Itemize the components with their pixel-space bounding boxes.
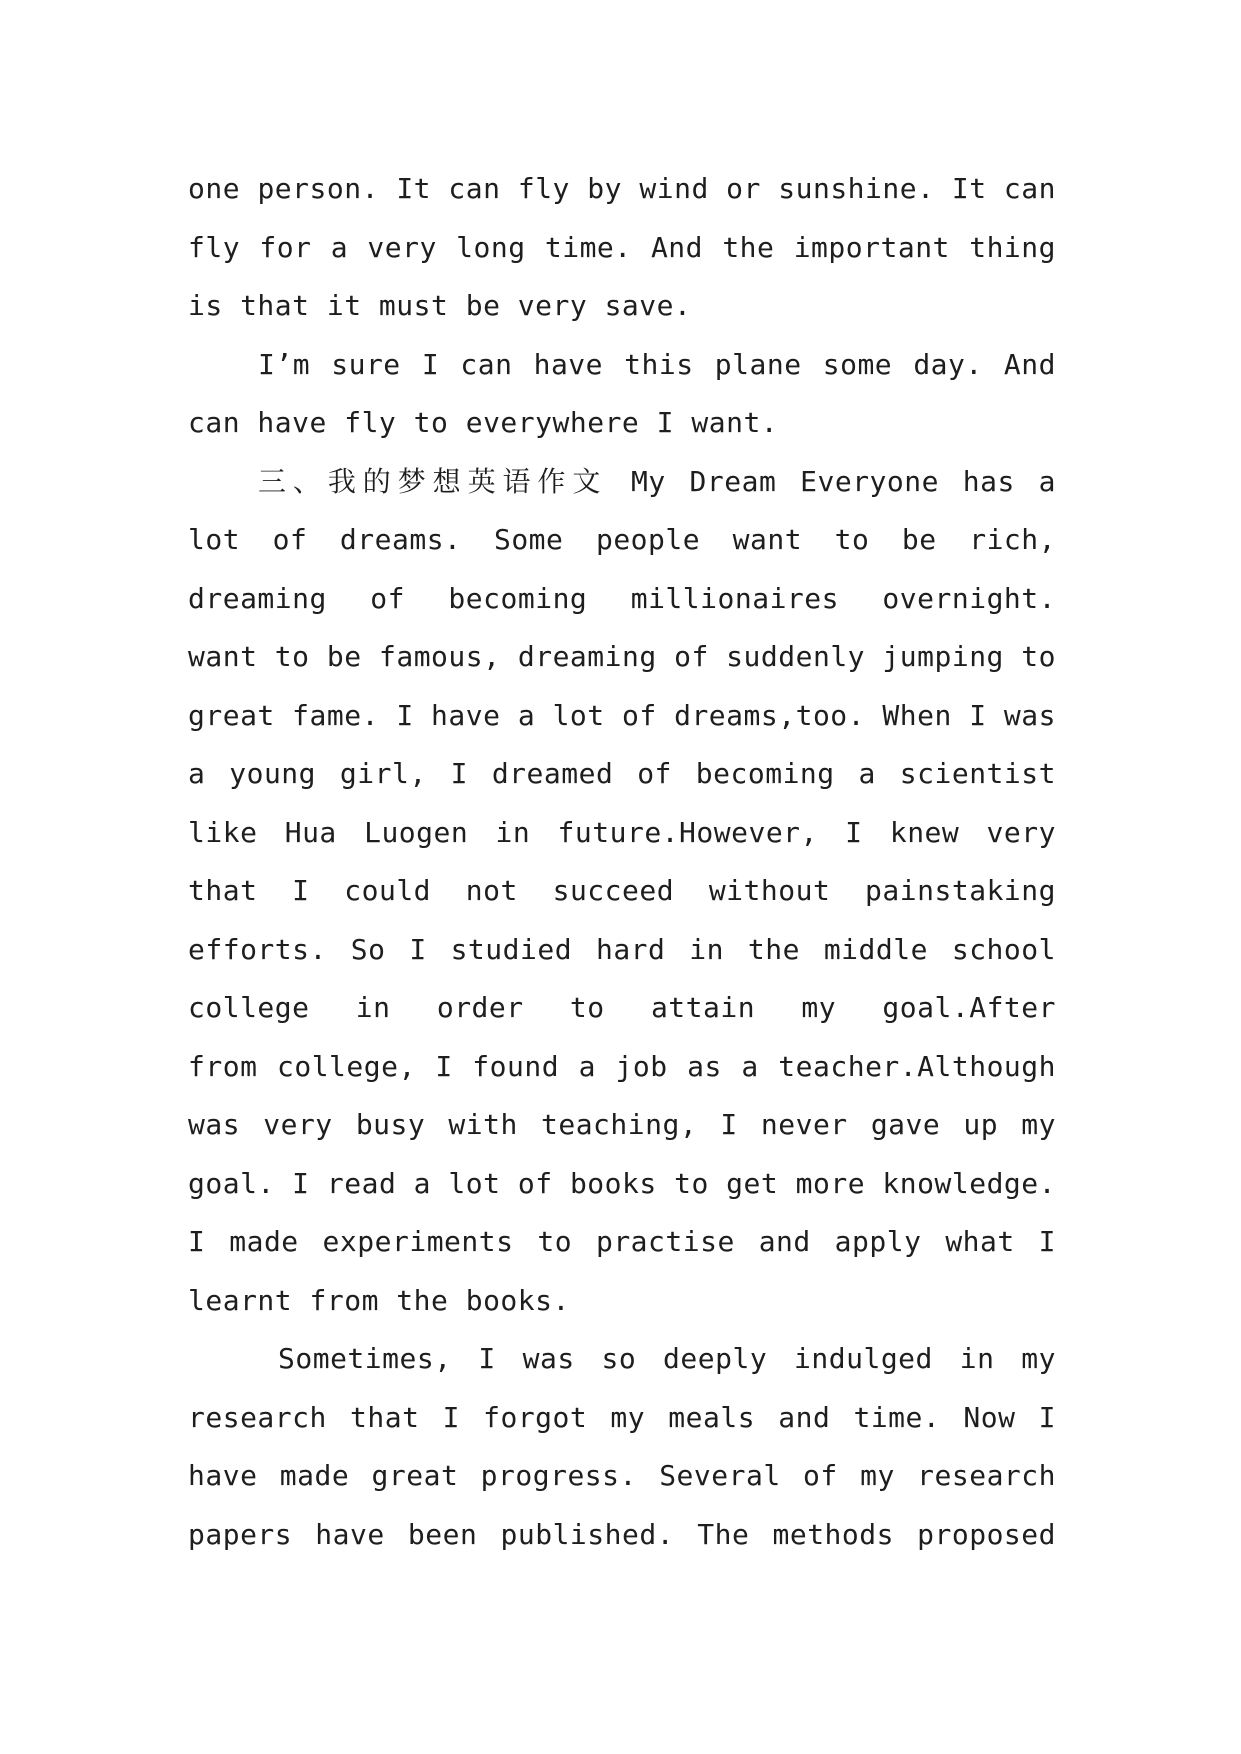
text-line-11: a young girl, I dreamed of becoming a scientist [188, 757, 1056, 790]
text-line-8: dreaming of becoming millionaires overnight. [188, 581, 1056, 615]
text-line-19: I made experiments to practise and apply what I [188, 1225, 1056, 1258]
text-line-14: efforts. So I studied hard in the middle school [188, 932, 1056, 966]
text-line-3: is that it must be very save. [188, 289, 692, 322]
text-line-9: want to be famous, dreaming of suddenly jumping to [188, 640, 1056, 673]
text-line-24: papers have been published. The methods proposed [188, 1517, 1056, 1551]
text-line-23: have made great progress. Several of my research [188, 1459, 1056, 1492]
text-line-4: I’m sure I can have this plane some day. And [258, 347, 1056, 381]
text-line-1: one person. It can fly by wind or sunshine. It can [188, 172, 1056, 205]
text-line-21: Sometimes, I was so deeply indulged in my [278, 1342, 1056, 1375]
section-heading-line: 三、我的梦想英语作文 My Dream Everyone has a [258, 464, 1056, 498]
text-line-13: that I could not succeed without painstaking [188, 874, 1056, 907]
text-line-22: research that I forgot my meals and time. Now I [188, 1400, 1056, 1434]
document-body [188, 160, 1056, 1564]
text-line-17: was very busy with teaching, I never gave up my [188, 1108, 1056, 1141]
text-line-12: like Hua Luogen in future.However, I knew very [188, 815, 1056, 849]
text-line-18: goal. I read a lot of books to get more knowledge. [188, 1166, 1056, 1200]
text-line-15: college in order to attain my goal.After [188, 991, 1056, 1024]
text-line-5: can have fly to everywhere I want. [188, 406, 779, 439]
text-line-2: fly for a very long time. And the important thing [188, 230, 1056, 264]
text-line-20: learnt from the books. [188, 1283, 570, 1317]
text-line-7: lot of dreams. Some people want to be rich, [188, 523, 1056, 556]
text-line-16: from college, I found a job as a teacher.Although [188, 1049, 1056, 1083]
text-line-10: great fame. I have a lot of dreams,too. When I was [188, 698, 1056, 732]
